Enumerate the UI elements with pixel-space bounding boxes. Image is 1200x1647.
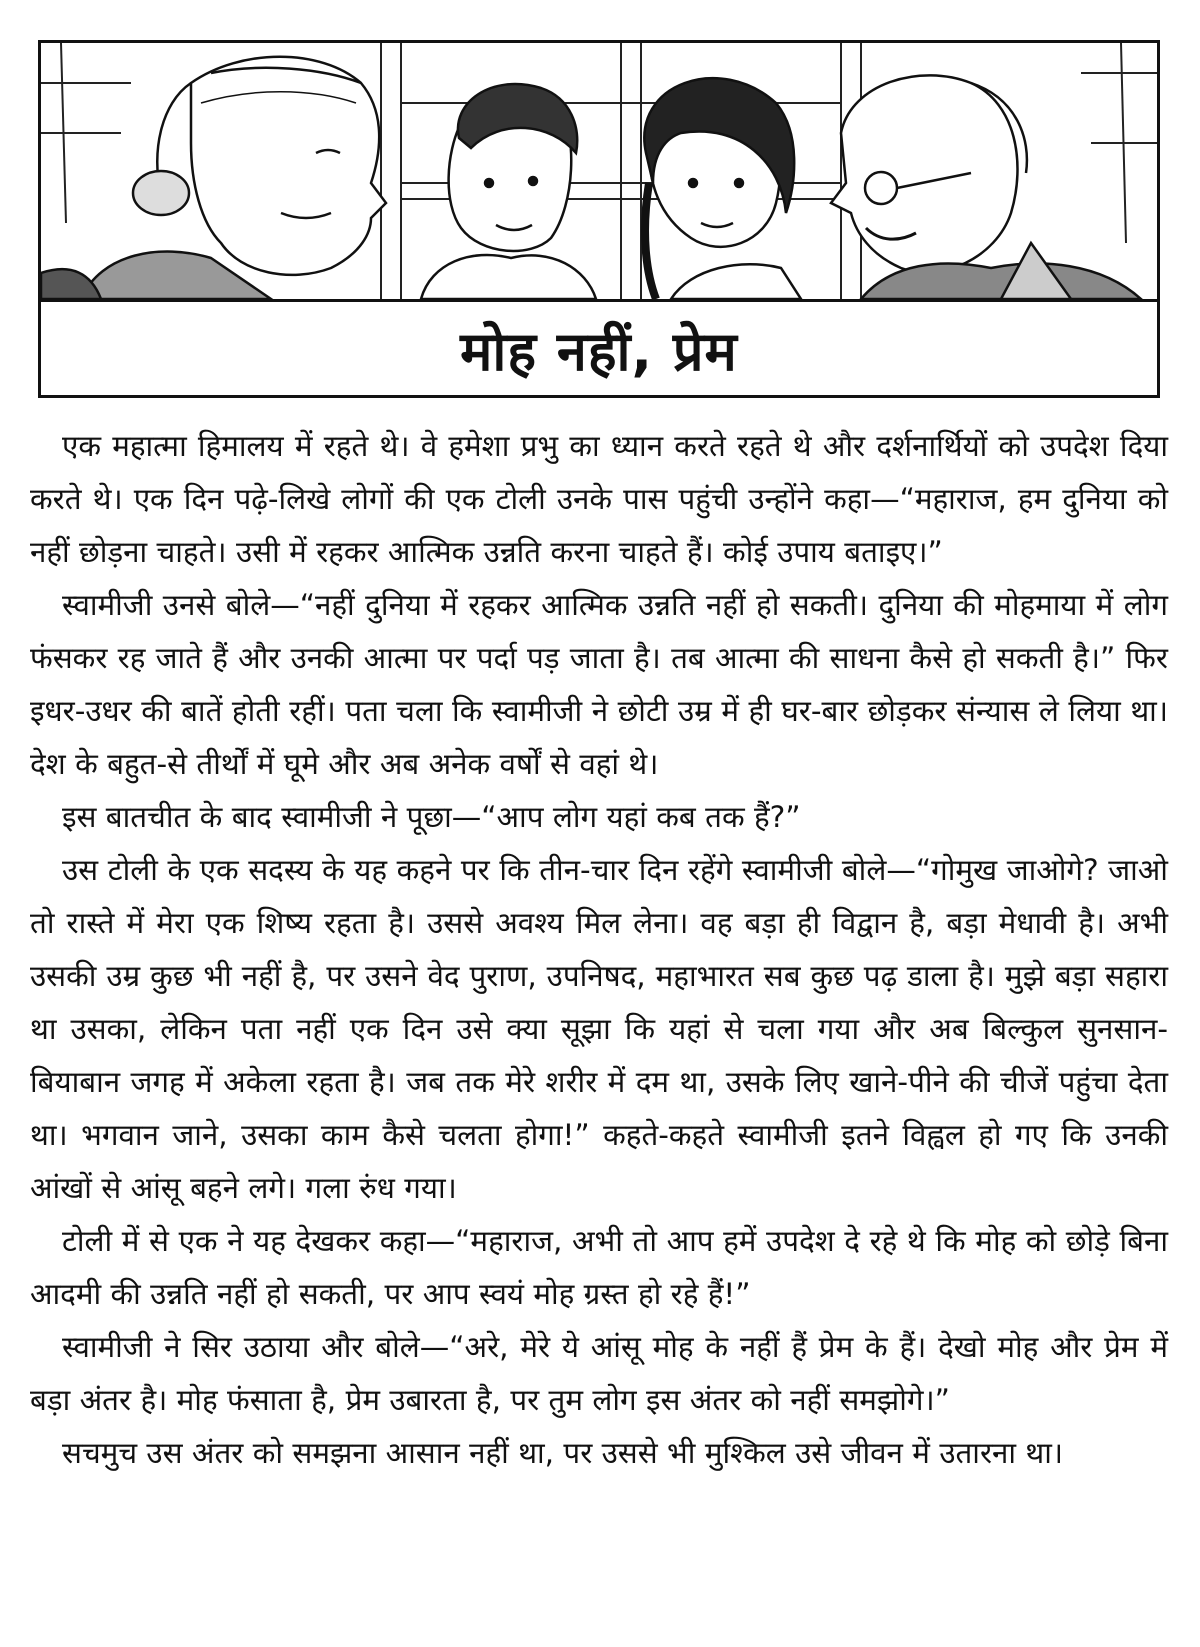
- story-header-frame: [38, 40, 1160, 398]
- paragraph: स्वामीजी उनसे बोले—“नहीं दुनिया में रहकर आत्मिक उन्नति नहीं हो सकती। दुनिया की मोहमाया में लोग फंसकर रह जाते हैं और उनकी आत्मा पर पर्दा पड़ जाता है। तब आत्मा की साधना कैसे हो सकती है।” फिर इधर-उधर की बातें होती रहीं। पता चला कि स्वामीजी ने छोटी उम्र में ही घर-बार छोड़कर संन्यास ले लिया था। देश के बहुत-से तीर्थों में घूमे और अब अनेक वर्षों से वहां थे।: [30, 588, 1168, 781]
- old-man-figure: [831, 75, 1141, 299]
- paragraph: एक महात्मा हिमालय में रहते थे। वे हमेशा प्रभु का ध्यान करते रहते थे और दर्शनार्थियों को उपदेश दिया करते थे। एक दिन पढ़े-लिखे लोगों की एक टोली उनके पास पहुंची उन्होंने कहा—“महाराज, हम दुनिया को नहीं छोड़ना चाहते। उसी में रहकर आत्मिक उन्नति करना चाहते हैं। कोई उपाय बताइए।”: [30, 429, 1168, 569]
- girl-figure: [644, 78, 801, 299]
- illustration-drawing: [41, 43, 1157, 299]
- paragraph: टोली में से एक ने यह देखकर कहा—“महाराज, अभी तो आप हमें उपदेश दे रहे थे कि मोह को छोड़े बिना आदमी की उन्नति नहीं हो सकती, पर आप स्वयं मोह ग्रस्त हो रहे हैं!”: [30, 1224, 1168, 1311]
- story-title: मोह नहीं, प्रेम: [460, 319, 738, 383]
- title-box: [41, 302, 1157, 395]
- story-body: [30, 420, 1168, 1480]
- paragraph: सचमुच उस अंतर को समझना आसान नहीं था, पर उससे भी मुश्किल उसे जीवन में उतारना था।: [62, 1436, 1064, 1470]
- old-woman-figure: [41, 57, 386, 299]
- paragraph: इस बातचीत के बाद स्वामीजी ने पूछा—“आप लोग यहां कब तक हैं?”: [62, 800, 801, 834]
- paragraph: उस टोली के एक सदस्य के यह कहने पर कि तीन-चार दिन रहेंगे स्वामीजी बोले—“गोमुख जाओगे? जाओ तो रास्ते में मेरा एक शिष्य रहता है। उससे अवश्य मिल लेना। वह बड़ा ही विद्वान है, बड़ा मेधावी है। अभी उसकी उम्र कुछ भी नहीं है, पर उसने वेद पुराण, उपनिषद, महाभारत सब कुछ पढ़ डाला है। मुझे बड़ा सहारा था उसका, लेकिन पता नहीं एक दिन उसे क्या सूझा कि यहां से चला गया और अब बिल्कुल सुनसान-बियाबान जगह में अकेला रहता है। जब तक मेरे शरीर में दम था, उसके लिए खाने-पीने की चीजें पहुंचा देता था। भगवान जाने, उसका काम कैसे चलता होगा!” कहते-कहते स्वामीजी इतने विह्वल हो गए कि उनकी आंखों से आंसू बहने लगे। गला रुंध गया।: [30, 853, 1168, 1205]
- boy-figure: [421, 84, 596, 299]
- paragraph: स्वामीजी ने सिर उठाया और बोले—“अरे, मेरे ये आंसू मोह के नहीं हैं प्रेम के हैं। देखो मोह और प्रेम में बड़ा अंतर है। मोह फंसाता है, प्रेम उबारता है, पर तुम लोग इस अंतर को नहीं समझोगे।”: [30, 1330, 1168, 1417]
- illustration-panel: [41, 43, 1157, 302]
